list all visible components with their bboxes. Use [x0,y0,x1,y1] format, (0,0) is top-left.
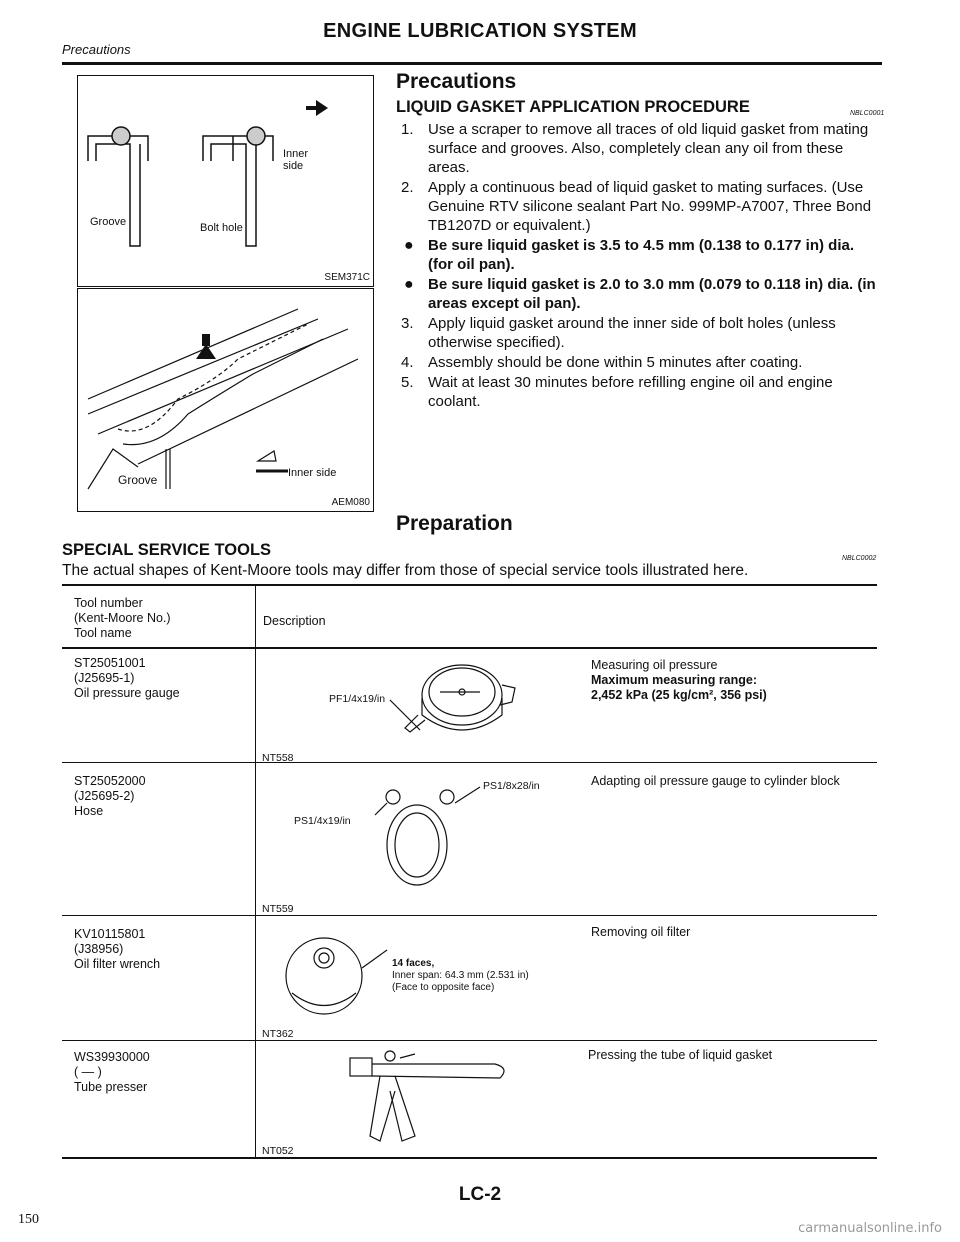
table-bottom-rule [62,1157,877,1159]
table-row-rule [62,762,877,763]
step-number: 5. [401,374,414,391]
header-line: Tool name [74,626,132,640]
oil-pressure-gauge-icon [380,660,530,750]
step-number: 2. [401,179,414,196]
preparation-note: The actual shapes of Kent-Moore tools may differ from those of special service tools illustrated here. [62,562,749,579]
figure-code: NT559 [262,903,294,915]
table-row-rule [62,1040,877,1041]
tool-cell [74,656,180,701]
figure-code: NT052 [262,1145,294,1157]
ref-code: NBLC0001 [850,110,885,117]
tube-presser-icon [340,1046,515,1146]
figure-code: AEM080 [331,497,370,508]
figure-gasket-groove [77,75,374,287]
tool-cell [74,1050,150,1095]
precautions-heading: Precautions [396,70,517,93]
liquid-gasket-heading [396,98,750,117]
tool-name: Tube presser [74,1080,148,1094]
procedure-steps [396,120,882,412]
tool-number: ST25052000 [74,774,146,788]
watermark: carmanualsonline.info [798,1221,942,1236]
step-text: Assembly should be done within 5 minutes after coating. [428,354,803,371]
kent-moore-number: (J38956) [74,942,124,956]
step-item [396,120,882,177]
kent-moore-number: (J25695-1) [74,671,135,685]
preparation-heading: Preparation [396,512,513,535]
groove-bolt-hole-illustration [78,76,373,286]
page-number: 150 [18,1212,39,1227]
tool-number: KV10115801 [74,927,146,941]
callout-label: Inner span: 64.3 mm (2.531 in) [392,970,529,981]
figure-code: NT558 [262,752,294,764]
step-text: Be sure liquid gasket is 2.0 to 3.0 mm (0.079 to 0.118 in) dia. (in areas except oil pan). [428,276,876,312]
bolt-hole-label: Bolt hole [200,222,243,234]
figure-code: SEM371C [324,272,370,283]
description-cell [588,1048,772,1063]
step-item [396,178,882,235]
inner-side-label: Inner side [283,148,309,172]
step-number: 3. [401,315,414,332]
step-item [396,314,882,352]
description-line: Measuring oil pressure [591,658,718,672]
header-section-label: Precautions [62,42,131,57]
table-column-divider [255,586,256,1158]
callout-label: PS1/4x19/in [294,815,351,827]
description-cell [591,658,767,703]
groove-label: Groove [118,473,158,487]
figure-code: NT362 [262,1028,294,1040]
tool-cell [74,927,160,972]
step-item [396,373,882,411]
oil-filter-wrench-icon [282,928,392,1023]
page-code: LC-2 [458,1184,502,1205]
table-header-tool [74,596,171,641]
header-line: (Kent-Moore No.) [74,611,171,625]
tool-name: Oil pressure gauge [74,686,180,700]
description-cell [591,774,840,789]
special-service-tools-heading: SPECIAL SERVICE TOOLS [62,541,272,559]
step-text: Use a scraper to remove all traces of old liquid gasket from mating surface and grooves. Also, completely clean any oil from these areas. [428,121,869,176]
description-line: Pressing the tube of liquid gasket [588,1048,773,1062]
step-text: Apply a continuous bead of liquid gasket to mating surfaces. (Use Genuine RTV silicone sealant Part No. 999MP-A7007, Three Bond TB1207D or equivalent.) [428,179,872,234]
callout-label: (Face to opposite face) [392,982,495,993]
tool-number: WS39930000 [74,1050,150,1064]
description-cell [591,925,690,940]
groove-label: Groove [90,216,127,228]
step-item [396,353,882,372]
step-item [396,275,882,313]
inner-side-label: Inner side [288,467,337,479]
tool-name: Hose [74,804,104,818]
table-header-description: Description [263,614,326,628]
tool-number: ST25051001 [74,656,146,670]
callout-label: PF1/4x19/in [329,693,386,705]
header-rule [62,62,882,65]
liquid-gasket-heading-text: LIQUID GASKET APPLICATION PROCEDURE [396,98,750,116]
description-line: 2,452 kPa (25 kg/cm², 356 psi) [591,688,767,702]
bullet-icon: ● [404,276,414,293]
table-header-rule [62,647,877,649]
kent-moore-number: (J25695-2) [74,789,135,803]
callout-label: 14 faces, [392,958,435,969]
step-text: Wait at least 30 minutes before refilling engine oil and engine coolant. [428,374,833,410]
kent-moore-number: ( — ) [74,1065,102,1079]
step-text: Be sure liquid gasket is 3.5 to 4.5 mm (0.138 to 0.177 in) dia. (for oil pan). [428,237,854,273]
description-line: Maximum measuring range: [591,673,758,687]
hose-icon [355,775,485,895]
page-title: ENGINE LUBRICATION SYSTEM [323,20,637,42]
table-row-rule [62,915,877,916]
callout-label: PS1/8x28/in [483,780,540,792]
callout-group [392,958,529,994]
figure-gasket-bead [77,288,374,512]
tool-cell [74,774,146,819]
ref-code: NBLC0002 [842,555,877,562]
description-line: Adapting oil pressure gauge to cylinder block [591,774,840,788]
description-line: Removing oil filter [591,925,691,939]
bullet-icon: ● [404,237,414,254]
table-top-rule [62,584,877,586]
header-line: Tool number [74,596,143,610]
step-item [396,236,882,274]
step-number: 1. [401,121,414,138]
step-number: 4. [401,354,414,371]
step-text: Apply liquid gasket around the inner side of bolt holes (unless otherwise specified). [428,315,836,351]
tool-name: Oil filter wrench [74,957,161,971]
